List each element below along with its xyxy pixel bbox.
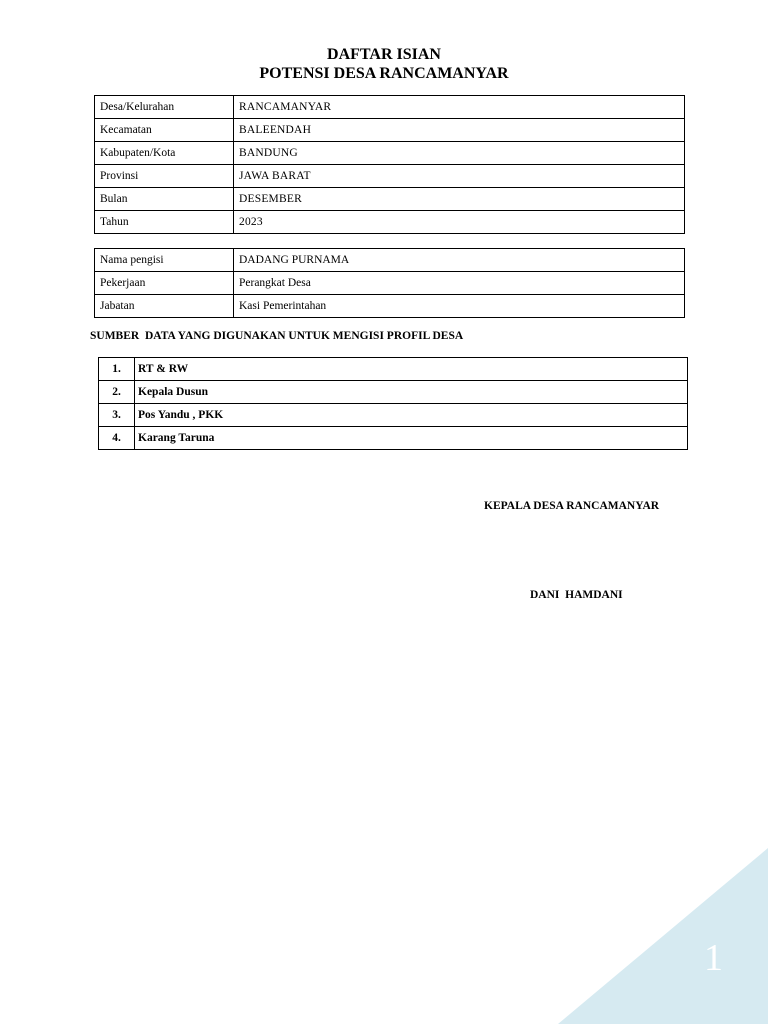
source-text: RT & RW	[135, 358, 688, 381]
row-label: Desa/Kelurahan	[95, 96, 234, 119]
table-row	[95, 188, 685, 211]
row-label: Kabupaten/Kota	[95, 142, 234, 165]
row-label: Tahun	[95, 211, 234, 234]
source-text: Karang Taruna	[135, 427, 688, 450]
table-row	[95, 165, 685, 188]
row-value: BANDUNG	[234, 142, 685, 165]
source-number: 4.	[99, 427, 135, 450]
source-text: Pos Yandu , PKK	[135, 404, 688, 427]
row-label: Pekerjaan	[95, 272, 234, 295]
table-row	[99, 381, 688, 404]
row-label: Kecamatan	[95, 119, 234, 142]
source-number: 3.	[99, 404, 135, 427]
sources-table	[98, 357, 688, 450]
source-number: 1.	[99, 358, 135, 381]
table-row	[95, 249, 685, 272]
signature-title: KEPALA DESA RANCAMANYAR	[484, 500, 660, 512]
row-value: DESEMBER	[234, 188, 685, 211]
row-value: DADANG PURNAMA	[234, 249, 685, 272]
table-row	[95, 96, 685, 119]
filler-table	[94, 248, 685, 318]
table-row	[95, 295, 685, 318]
row-value: RANCAMANYAR	[234, 96, 685, 119]
row-label: Nama pengisi	[95, 249, 234, 272]
row-value: BALEENDAH	[234, 119, 685, 142]
row-value: 2023	[234, 211, 685, 234]
source-text: Kepala Dusun	[135, 381, 688, 404]
table-row	[99, 404, 688, 427]
document-title: DAFTAR ISIAN	[327, 46, 441, 63]
signature-name: DANI HAMDANI	[530, 589, 623, 601]
page-number: 1	[704, 937, 723, 979]
table-row	[99, 358, 688, 381]
row-value: JAWA BARAT	[234, 165, 685, 188]
row-label: Bulan	[95, 188, 234, 211]
corner-decoration	[558, 848, 768, 1024]
sources-heading: SUMBER DATA YANG DIGUNAKAN UNTUK MENGISI PROFIL DESA	[90, 330, 464, 342]
table-row	[99, 427, 688, 450]
table-row	[95, 272, 685, 295]
table-row	[95, 119, 685, 142]
row-value: Perangkat Desa	[234, 272, 685, 295]
row-value: Kasi Pemerintahan	[234, 295, 685, 318]
row-label: Provinsi	[95, 165, 234, 188]
source-number: 2.	[99, 381, 135, 404]
row-label: Jabatan	[95, 295, 234, 318]
document-subtitle: POTENSI DESA RANCAMANYAR	[259, 65, 509, 82]
table-row	[95, 142, 685, 165]
location-table	[94, 95, 685, 234]
table-row	[95, 211, 685, 234]
